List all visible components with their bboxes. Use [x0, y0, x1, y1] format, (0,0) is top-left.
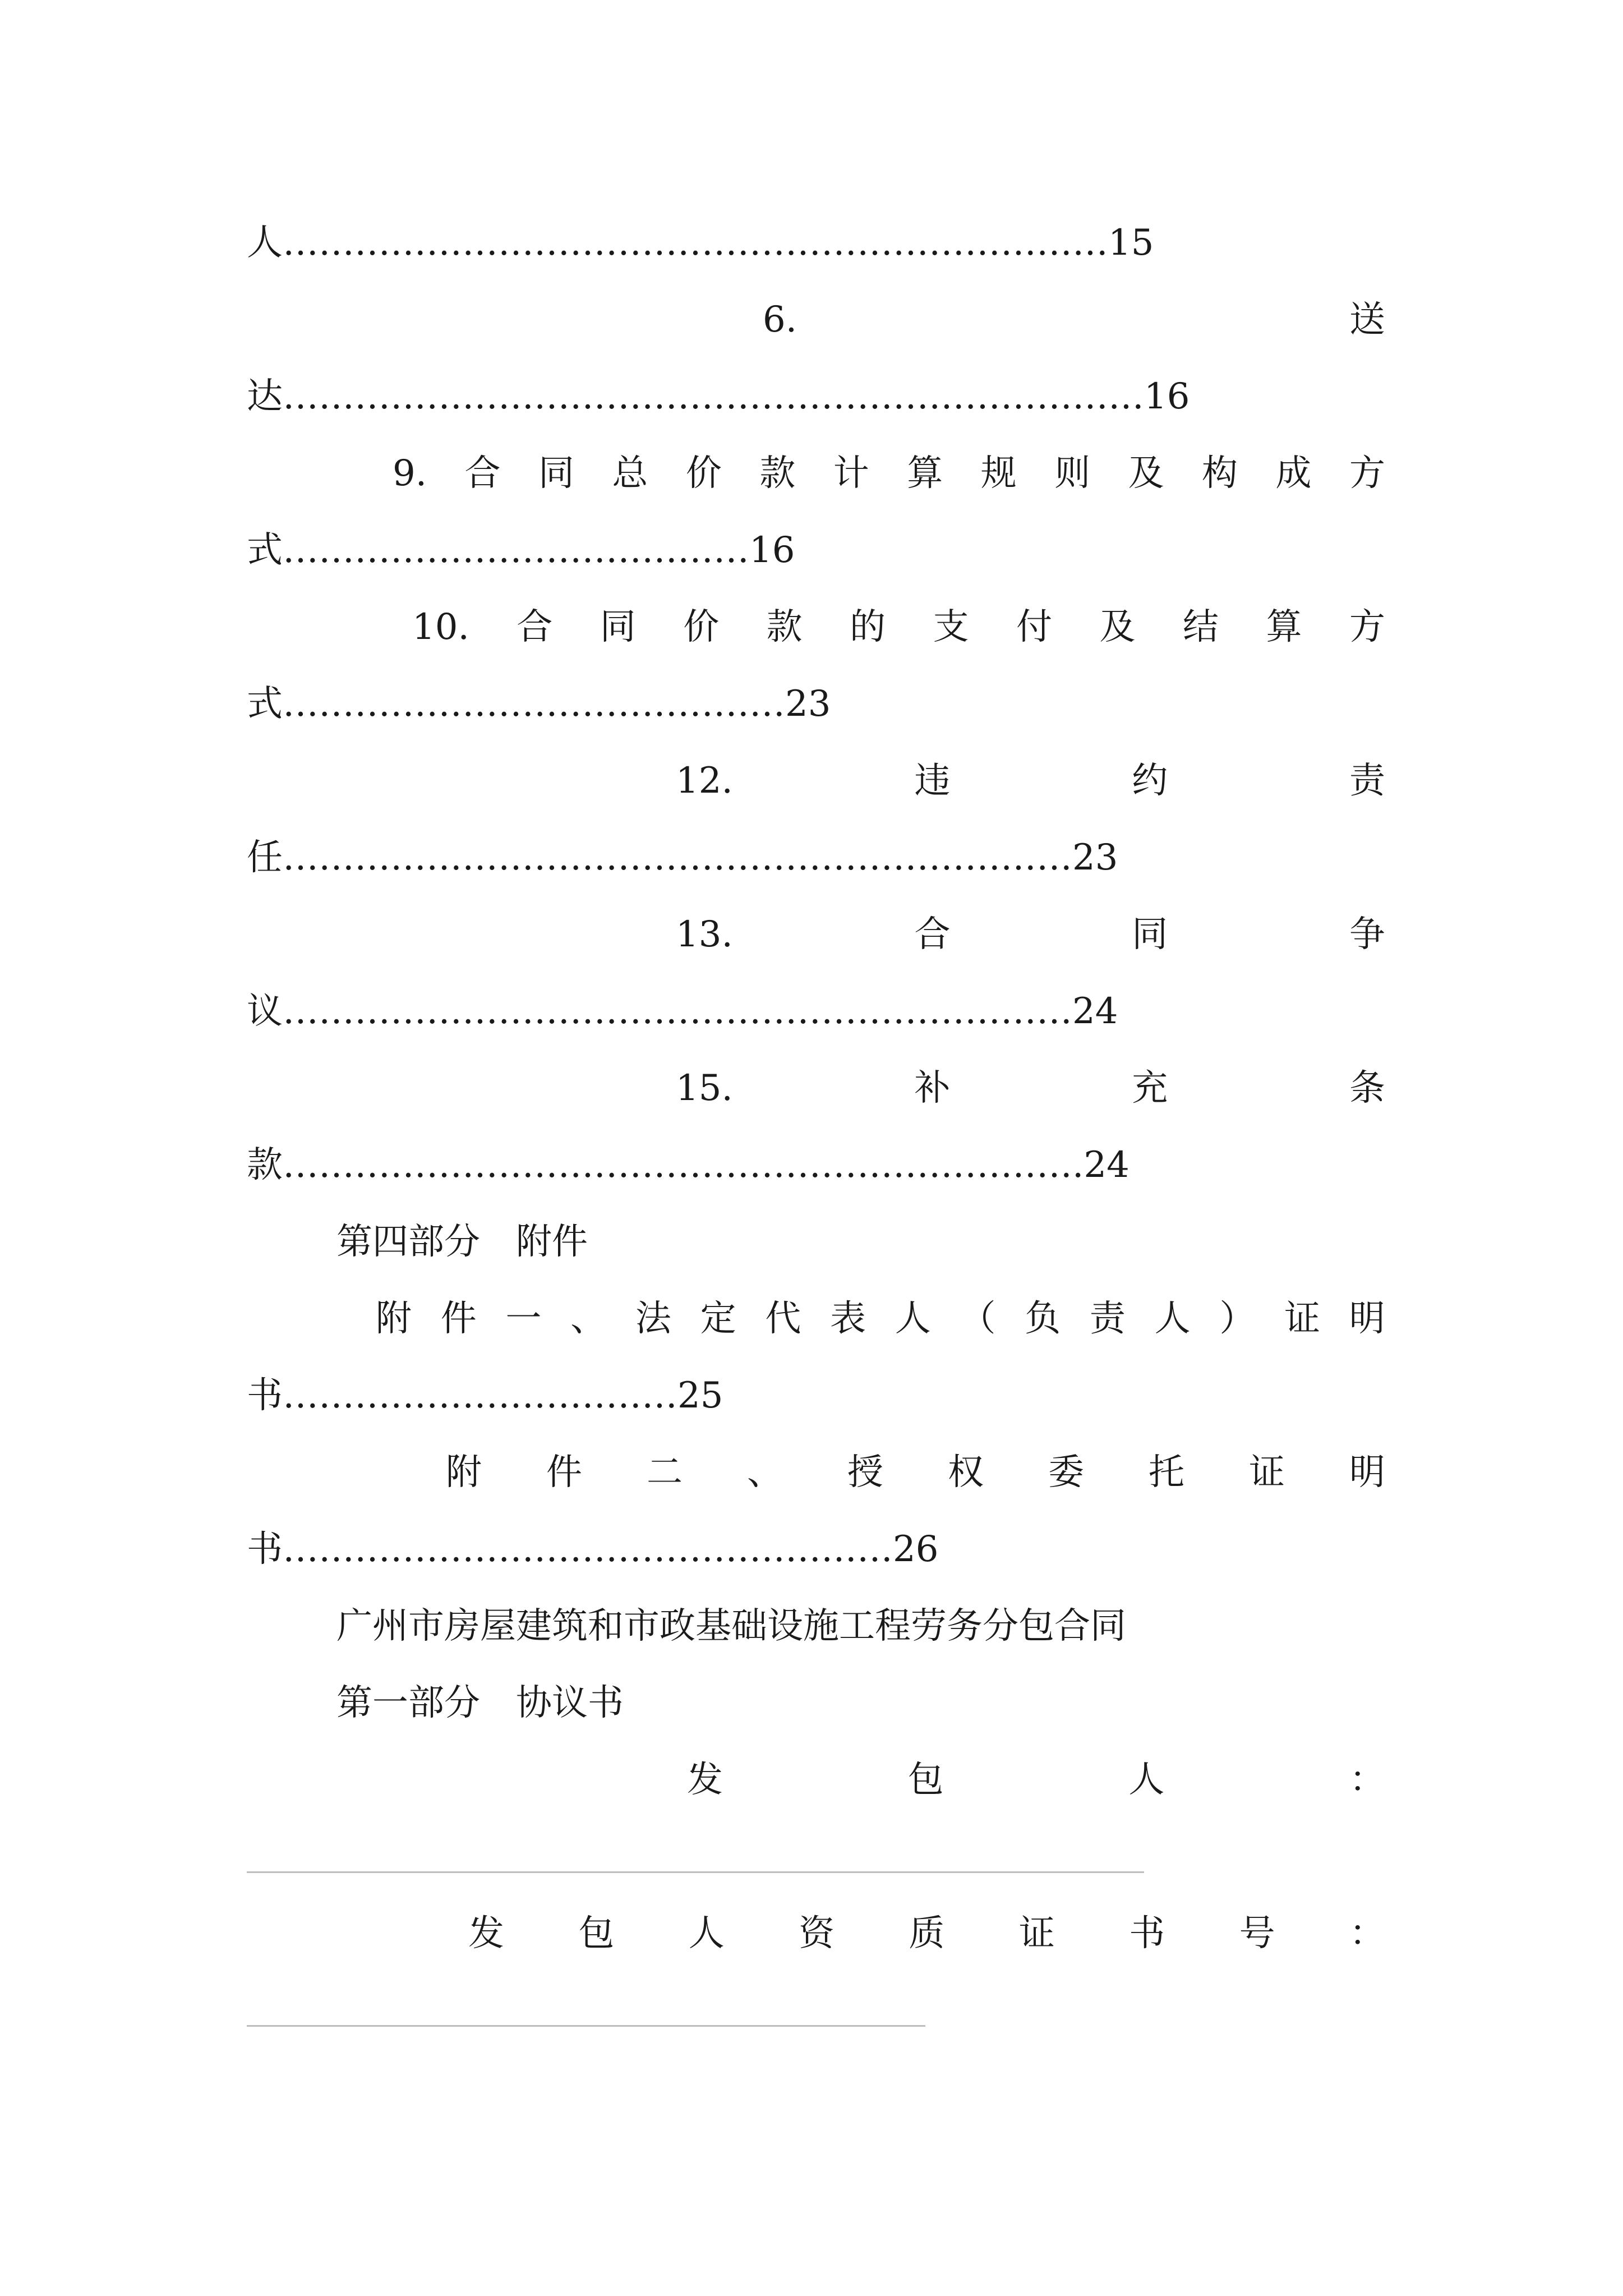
toc-part: 件: [440, 1298, 477, 1340]
field-char: 资: [799, 1913, 835, 1954]
toc-part: 构: [1202, 453, 1238, 494]
toc-part: 及: [1099, 606, 1136, 648]
toc-leader: …………………………………………………………: [283, 837, 1072, 878]
toc-label: 式: [247, 530, 283, 571]
toc-part: 同: [1132, 914, 1168, 955]
toc-part: 9.: [393, 453, 427, 494]
toc-leader: ………………………………………………………………: [283, 376, 1144, 417]
toc-label: 人: [247, 222, 283, 264]
toc-page: 26: [893, 1529, 939, 1570]
toc-leader: ……………………………………………: [283, 1529, 893, 1570]
toc-part: 方: [1349, 606, 1385, 648]
toc-part: 款: [766, 606, 803, 648]
field-char: ：: [1349, 1759, 1385, 1801]
toc-entry-cont: [247, 1129, 1385, 1202]
field-char: 证: [1018, 1913, 1055, 1954]
field-char: 人: [1128, 1759, 1165, 1801]
toc-part: 总: [612, 453, 648, 494]
toc-part: 充: [1132, 1068, 1168, 1109]
toc-page: .24: [1072, 1144, 1129, 1186]
toc-part: 定: [700, 1298, 736, 1340]
toc-page: 16: [1144, 376, 1190, 417]
toc-part: 规: [980, 453, 1017, 494]
employer-cert-fill-line: [247, 2025, 925, 2027]
toc-label: 任: [247, 837, 283, 878]
toc-part: 、: [747, 1452, 783, 1493]
toc-part: 表: [830, 1298, 866, 1340]
toc-part: 算: [907, 453, 943, 494]
toc-part: 代: [765, 1298, 801, 1340]
toc-page: 25: [677, 1375, 723, 1416]
field-char: 发: [468, 1913, 504, 1954]
toc-part: 附: [446, 1452, 482, 1493]
toc-part: 算: [1266, 606, 1302, 648]
toc-entry: [676, 744, 1385, 817]
toc-leader: …………………………………: [283, 530, 749, 571]
toc-part: 证: [1249, 1452, 1285, 1493]
toc-entry-cont: [247, 206, 1385, 279]
toc-entry-cont: [247, 821, 1385, 894]
toc-part: 明: [1349, 1298, 1385, 1340]
toc-part: 约: [1132, 760, 1168, 802]
contract-title: 广州市房屋建筑和市政基础设施工程劳务分包合同: [336, 1605, 1126, 1647]
toc-part: （: [960, 1298, 996, 1340]
toc-part: 的: [850, 606, 886, 648]
toc-label: 款: [247, 1144, 283, 1186]
toc-entry-cont: [247, 514, 1385, 587]
toc-part: 、: [570, 1298, 607, 1340]
toc-part: 同: [600, 606, 636, 648]
toc-part: 成: [1275, 453, 1312, 494]
attachment2-entry: [446, 1436, 1385, 1509]
toc-leader: …………………………………………………………: [283, 1144, 1072, 1186]
toc-part: 计: [833, 453, 869, 494]
toc-entry: [676, 898, 1385, 971]
field-char: 包: [578, 1913, 615, 1954]
toc-page: 15: [1108, 222, 1154, 264]
toc-entry: [412, 591, 1385, 664]
attachment2-cont: [247, 1513, 1385, 1586]
attachment1-cont: [247, 1359, 1385, 1432]
toc-label: 书: [247, 1375, 283, 1416]
toc-page: 23: [785, 683, 831, 725]
toc-part: 托: [1149, 1452, 1184, 1493]
toc-part: 一: [505, 1298, 542, 1340]
toc-part: 合: [914, 914, 951, 955]
toc-part: 同: [538, 453, 574, 494]
toc-part: 违: [914, 760, 951, 802]
toc-part: 10.: [412, 606, 469, 648]
toc-leader: ……………………………: [283, 1375, 677, 1416]
toc-label: 达: [247, 376, 283, 417]
employer-cert-field-label: [468, 1897, 1385, 1970]
toc-part: 件: [546, 1452, 582, 1493]
toc-part: 授: [847, 1452, 883, 1493]
toc-entry-cont: [247, 360, 1385, 433]
toc-part: 支: [933, 606, 969, 648]
toc-part: 及: [1128, 453, 1164, 494]
toc-part: 权: [948, 1452, 984, 1493]
toc-page: 16: [749, 530, 795, 571]
toc-part: 明: [1349, 1452, 1385, 1493]
toc-part: 6.: [763, 299, 797, 341]
section4-heading: 第四部分 附件: [336, 1221, 588, 1263]
toc-part: 争: [1349, 914, 1385, 955]
toc-part: 证: [1284, 1298, 1321, 1340]
field-char: 包: [907, 1759, 944, 1801]
toc-entry-cont: [247, 975, 1385, 1048]
toc-leader: …………………………………………………………: [283, 991, 1072, 1032]
toc-part: 13.: [676, 914, 733, 955]
toc-part: 则: [1054, 453, 1091, 494]
toc-entry: [676, 1052, 1385, 1125]
toc-part: 人: [1154, 1298, 1191, 1340]
toc-part: 价: [683, 606, 720, 648]
toc-entry: [763, 283, 1385, 356]
toc-part: 人: [895, 1298, 931, 1340]
toc-part: ）: [1219, 1298, 1256, 1340]
toc-part: 方: [1349, 453, 1385, 494]
toc-label: 书: [247, 1529, 283, 1570]
toc-part: 12.: [676, 760, 733, 802]
toc-part: 法: [635, 1298, 671, 1340]
field-char: ：: [1349, 1913, 1385, 1954]
toc-part: 补: [914, 1068, 951, 1109]
field-char: 号: [1239, 1913, 1275, 1954]
toc-page: 24: [1072, 991, 1118, 1032]
toc-label: 议: [247, 991, 283, 1032]
toc-part: 二: [647, 1452, 683, 1493]
toc-part: 15.: [676, 1068, 733, 1109]
toc-part: 合: [517, 606, 553, 648]
field-char: 发: [687, 1759, 723, 1801]
field-char: 书: [1129, 1913, 1165, 1954]
toc-label: 式: [247, 683, 283, 725]
toc-part: 条: [1349, 1068, 1385, 1109]
toc-entry: [393, 437, 1385, 510]
toc-part: 委: [1048, 1452, 1084, 1493]
employer-field-label: [687, 1743, 1385, 1816]
toc-part: 责: [1349, 760, 1385, 802]
toc-part: 送: [1349, 299, 1385, 341]
toc-leader: ……………………………………………………………: [283, 222, 1108, 264]
field-char: 质: [909, 1913, 945, 1954]
toc-page: 23: [1072, 837, 1118, 878]
toc-leader: ……………………………………: [283, 683, 785, 725]
toc-part: 付: [1016, 606, 1053, 648]
toc-part: 附: [376, 1298, 412, 1340]
toc-part: 结: [1183, 606, 1219, 648]
toc-part: 价: [685, 453, 722, 494]
toc-entry-cont: [247, 668, 1385, 740]
section1-heading: 第一部分 协议书: [336, 1682, 624, 1724]
employer-fill-line: [247, 1871, 1144, 1873]
toc-part: 款: [759, 453, 796, 494]
toc-part: 合: [464, 453, 501, 494]
attachment1-entry: [376, 1282, 1385, 1355]
toc-part: 负: [1025, 1298, 1061, 1340]
toc-part: 责: [1089, 1298, 1126, 1340]
field-char: 人: [688, 1913, 725, 1954]
